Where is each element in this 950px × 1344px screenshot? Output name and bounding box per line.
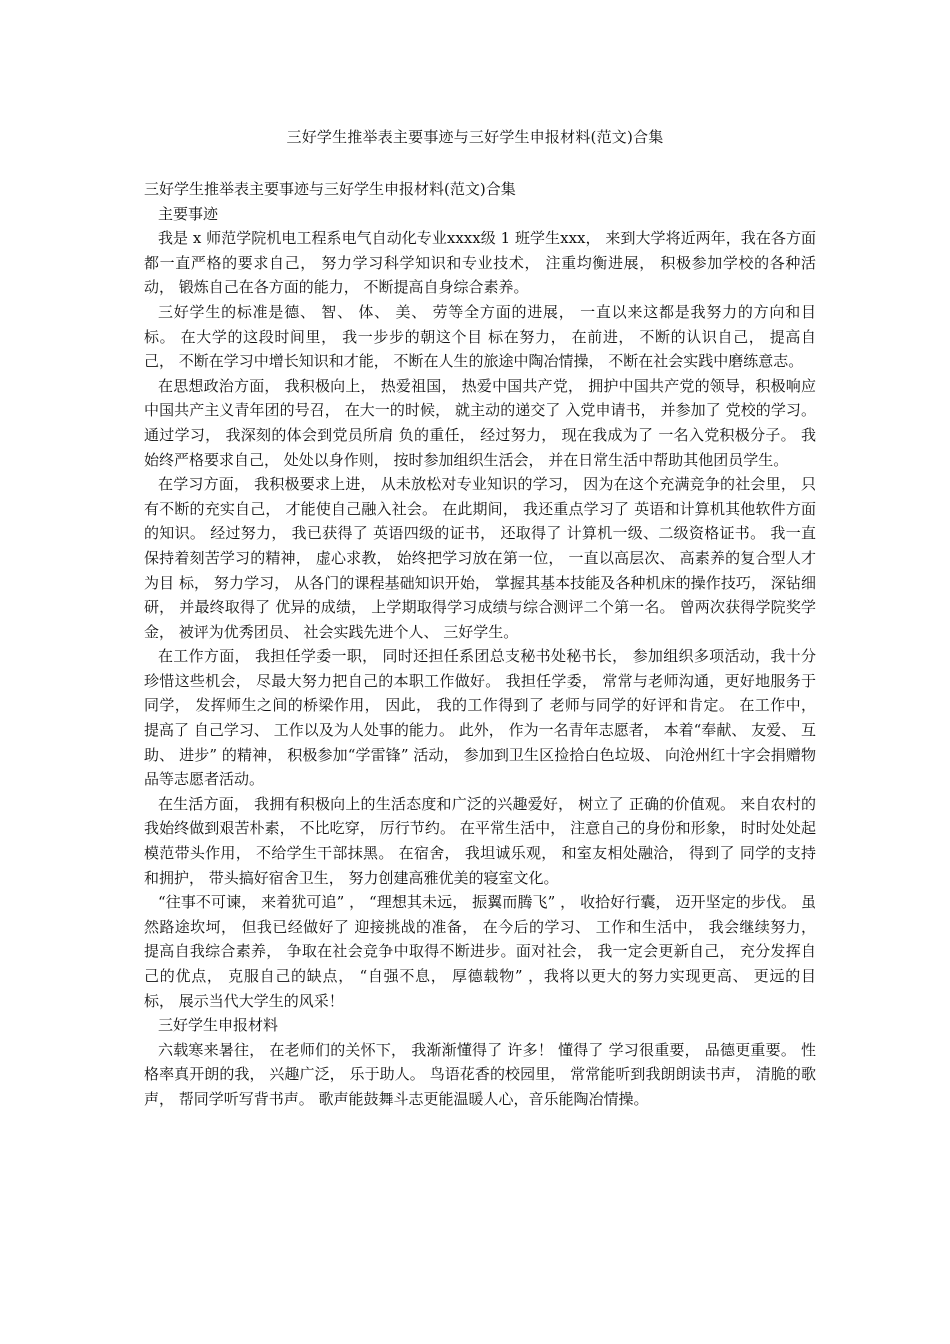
document-body (144, 177, 816, 1112)
section-heading-main-deeds: 主要事迹 (158, 204, 219, 223)
paragraph: 在生活方面， 我拥有积极向上的生活态度和广泛的兴趣爱好， 树立了 正确的价值观。 来自农村的我始终做到艰苦朴素， 不比吃穿， 厉行节约。 在平常生活中， 注意自己的身份和形象， 时时处处起模范带头作用， 不给学生干部抹黑。 在宿舍， 我坦诚乐观， 和室友相处融洽， 得到了 同学的支持和拥护， 带头搞好宿舍卫生， 努力创建高雅优美的寝室文化。 (144, 794, 816, 887)
paragraph: 在学习方面， 我积极要求上进， 从未放松对专业知识的学习， 因为在这个充满竞争的社会里， 只有不断的充实自己， 才能使自己融入社会。 在此期间， 我还重点学习了 英语和计算机其他软件方面的知识。 经过努力， 我已获得了 英语四级的证书， 还取得了 计算机一级、二级资格证书。 我一直保持着刻苦学习的精神， 虚心求教， 始终把学习放在第一位， 一直以高层次、 高素养的复合型人才为目 标， 努力学习， 从各门的课程基础知识开始， 掌握其基本技能及各种机床的操作技巧， 深钻细研， 并最终取得了 优异的成绩， 上学期取得学习成绩与综合测评二个第一名。 曾两次获得学院奖学金， 被评为优秀团员、 社会实践先进个人、 三好学生。 (144, 475, 816, 641)
paragraph: 三好学生的标准是德、 智、 体、 美、 劳等全方面的进展， 一直以来这都是我努力的方向和目 标。 在大学的这段时间里， 我一步步的朝这个目 标在努力， 在前进， 不断的认识自己， 提高自己， 不断在学习中增长知识和才能， 不断在人生的旅途中陶冶情操， 不断在社会实践中磨练意志。 (144, 302, 816, 371)
paragraph: “往事不可谏， 来着犹可追” ， “理想其未远， 振翼而腾飞” ， 收拾好行囊， 迈开坚定的步伐。 虽然路途坎坷， 但我已经做好了 迎接挑战的准备， 在今后的学习、 工作和生活中， 我会继续努力， 提高自我综合素养， 争取在社会竞争中取得不断进步。面对社会， 我一定会更新自己， 充分发挥自己的优点， 克服自己的缺点， “自强不息， 厚德载物” ，我将以更大的努力实现更高、 更远的目 标， 展示当代大学生的风采！ (144, 893, 816, 1010)
paragraph: 在工作方面， 我担任学委一职， 同时还担任系团总支秘书处秘书长， 参加组织多项活动，我十分珍惜这些机会， 尽最大努力把自己的本职工作做好。 我担任学委， 常常与老师沟通，更好地服务于同学， 发挥师生之间的桥梁作用， 因此， 我的工作得到了 老师与同学的好评和肯定。 在工作中， 提高了 自己学习、 工作以及为人处事的能力。 此外， 作为一名青年志愿者， 本着“奉献、 友爱、 互助、 进步” 的精神， 积极参加“学雷锋” 活动， 参加到卫生区捡拾白色垃圾、 向沧州红十字会捐赠物品等志愿者活动。 (144, 647, 816, 789)
document-subtitle: 三好学生推举表主要事迹与三好学生申报材料(范文)合集 (144, 180, 516, 198)
paragraph: 六载寒来暑往， 在老师们的关怀下， 我渐渐懂得了 许多！ 懂得了 学习很重要， 品德更重要。 性格率真开朗的我， 兴趣广泛， 乐于助人。 鸟语花香的校园里， 常常能听到我朗朗读书声， 清脆的歌声， 帮同学听写背书声。 歌声能鼓舞斗志更能温暖人心，音乐能陶冶情操。 (144, 1040, 816, 1108)
paragraph: 在思想政治方面， 我积极向上， 热爱祖国， 热爱中国共产党， 拥护中国共产党的领导，积极响应中国共产主义青年团的号召， 在大一的时候， 就主动的递交了 入党申请书， 并参加了 党校的学习。 通过学习， 我深刻的体会到党员所肩 负的重任， 经过努力， 现在我成为了 一名入党积极分子。 我始终严格要求自己， 处处以身作则， 按时参加组织生活会， 并在日常生活中帮助其他团员学生。 (144, 376, 816, 469)
document-title: 三好学生推举表主要事迹与三好学生申报材料(范文)合集 (286, 128, 664, 146)
paragraph: 我是 x 师范学院机电工程系电气自动化专业xxxx级 1 班学生xxx， 来到大学将近两年，我在各方面都一直严格的要求自己， 努力学习科学知识和专业技术， 注重均衡进展， 积极参加学校的各种活动， 锻炼自己在各方面的能力， 不断提高自身综合素养。 (144, 229, 816, 297)
section-heading-application: 三好学生申报材料 (158, 1016, 279, 1035)
